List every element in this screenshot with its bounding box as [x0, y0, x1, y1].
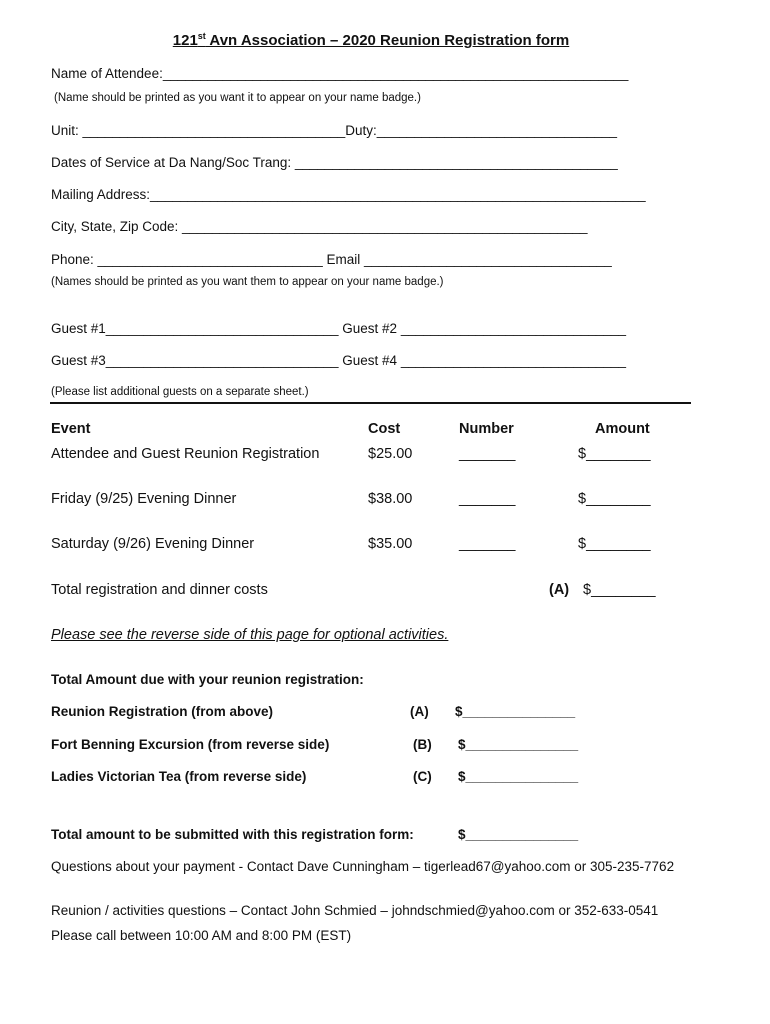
payment-contact: Questions about your payment - Contact Dave Cunningham – tigerlead67@yahoo.com or 305-235-7762 — [51, 859, 675, 874]
header-cost: Cost — [368, 421, 401, 437]
summary-row-2-amount[interactable]: $_______________ — [458, 737, 579, 752]
summary-row-2-label: Fort Benning Excursion (from reverse side) — [51, 737, 330, 752]
event-row-1-number[interactable]: _______ — [459, 446, 516, 462]
event-row-2-amount[interactable]: $________ — [578, 491, 651, 507]
title-suffix: Avn Association – 2020 Reunion Registration form — [205, 32, 570, 49]
events-total-amount[interactable]: $________ — [583, 582, 656, 598]
additional-guests-note: (Please list additional guests on a separate sheet.) — [51, 386, 309, 398]
mailing-address-field[interactable]: Mailing Address:__________________________________________________________________ — [51, 187, 646, 202]
summary-row-1-amount[interactable]: $_______________ — [455, 704, 576, 719]
events-total-label: Total registration and dinner costs — [51, 582, 268, 598]
events-total-marker: (A) — [549, 582, 570, 598]
event-row-2-number[interactable]: _______ — [459, 491, 516, 507]
summary-row-1-label: Reunion Registration (from above) — [51, 704, 274, 719]
event-row-2-name: Friday (9/25) Evening Dinner — [51, 491, 237, 507]
summary-heading: Total Amount due with your reunion registration: — [51, 672, 364, 687]
reverse-side-note: Please see the reverse side of this page for optional activities. — [51, 627, 449, 643]
summary-row-3-label: Ladies Victorian Tea (from reverse side) — [51, 769, 307, 784]
name-badge-note: (Name should be printed as you want it to appear on your name badge.) — [54, 92, 421, 104]
guest-names-note: (Names should be printed as you want them to appear on your name badge.) — [51, 276, 444, 288]
event-row-1-cost: $25.00 — [368, 446, 413, 462]
event-row-3-name: Saturday (9/26) Evening Dinner — [51, 536, 255, 552]
activities-contact: Reunion / activities questions – Contact John Schmied – johndschmied@yahoo.com or 352-633-0541 — [51, 903, 659, 918]
title-prefix: 121 — [172, 32, 198, 49]
summary-row-3-amount[interactable]: $_______________ — [458, 769, 579, 784]
header-amount: Amount — [595, 421, 650, 437]
event-row-3-number[interactable]: _______ — [459, 536, 516, 552]
summary-row-1-marker: (A) — [410, 704, 429, 719]
summary-row-2-marker: (B) — [413, 737, 432, 752]
guest-row-2[interactable]: Guest #3_______________________________ Guest #4 ______________________________ — [51, 353, 627, 368]
event-row-1-name: Attendee and Guest Reunion Registration — [51, 446, 320, 462]
unit-duty-field[interactable]: Unit: ___________________________________Duty:________________________________ — [51, 123, 618, 138]
guest-row-1[interactable]: Guest #1_______________________________ Guest #2 ______________________________ — [51, 321, 627, 336]
summary-row-3-marker: (C) — [413, 769, 432, 784]
phone-email-field[interactable]: Phone: ______________________________ Email _________________________________ — [51, 252, 612, 267]
call-hours-note: Please call between 10:00 AM and 8:00 PM (EST) — [51, 928, 352, 943]
form-title — [0, 31, 742, 49]
grand-total-amount[interactable]: $_______________ — [458, 827, 579, 842]
event-row-3-cost: $35.00 — [368, 536, 413, 552]
header-event: Event — [51, 421, 91, 437]
header-number: Number — [459, 421, 514, 437]
section-divider — [50, 402, 691, 404]
title-superscript: st — [197, 31, 206, 41]
service-dates-field[interactable]: Dates of Service at Da Nang/Soc Trang: ___________________________________________ — [51, 155, 618, 170]
event-row-1-amount[interactable]: $________ — [578, 446, 651, 462]
grand-total-label: Total amount to be submitted with this registration form: — [51, 827, 414, 842]
attendee-name-field[interactable]: Name of Attendee:______________________________________________________________ — [51, 66, 629, 81]
event-row-2-cost: $38.00 — [368, 491, 413, 507]
event-row-3-amount[interactable]: $________ — [578, 536, 651, 552]
city-state-zip-field[interactable]: City, State, Zip Code: ______________________________________________________ — [51, 219, 588, 234]
